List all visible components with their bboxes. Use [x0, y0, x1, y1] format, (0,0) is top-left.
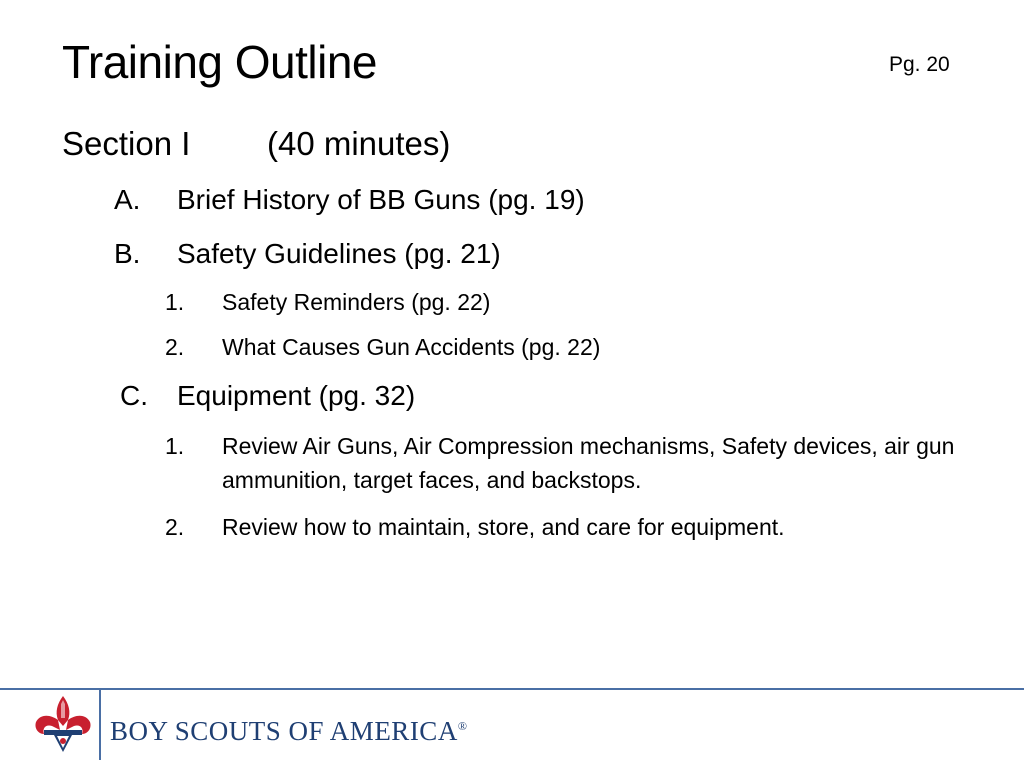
outline-marker: C. — [120, 380, 148, 411]
outline-text: Safety Reminders (pg. 22) — [222, 289, 491, 315]
footer-rule — [0, 688, 1024, 690]
outline-marker: B. — [114, 238, 141, 269]
bsa-logo-icon — [30, 692, 96, 758]
organization-name-text: BOY SCOUTS OF AMERICA — [110, 716, 458, 746]
outline-text: Equipment (pg. 32) — [177, 380, 416, 411]
section-label: Section I — [62, 125, 191, 162]
section-heading — [62, 122, 451, 166]
outline-marker: 2. — [165, 514, 185, 540]
outline-text: Safety Guidelines (pg. 21) — [177, 238, 501, 269]
page-reference: Pg. 20 — [889, 53, 950, 76]
outline-marker: 1. — [165, 433, 185, 459]
outline-text: Brief History of BB Guns (pg. 19) — [177, 184, 585, 215]
outline-marker: 2. — [165, 334, 185, 360]
footer-divider — [99, 690, 101, 760]
outline-text: Review how to maintain, store, and care for equipment. — [222, 514, 785, 540]
outline-text: Review Air Guns, Air Compression mechanisms, Safety devices, air gun ammunition, target faces, and backstops. — [222, 433, 955, 493]
outline-text: What Causes Gun Accidents (pg. 22) — [222, 334, 601, 360]
section-duration: (40 minutes) — [267, 125, 451, 162]
slide-title: Training Outline — [62, 36, 378, 88]
organization-name — [110, 709, 467, 748]
outline-marker: 1. — [165, 289, 185, 315]
outline-marker: A. — [114, 184, 141, 215]
registered-mark: ® — [457, 719, 468, 733]
